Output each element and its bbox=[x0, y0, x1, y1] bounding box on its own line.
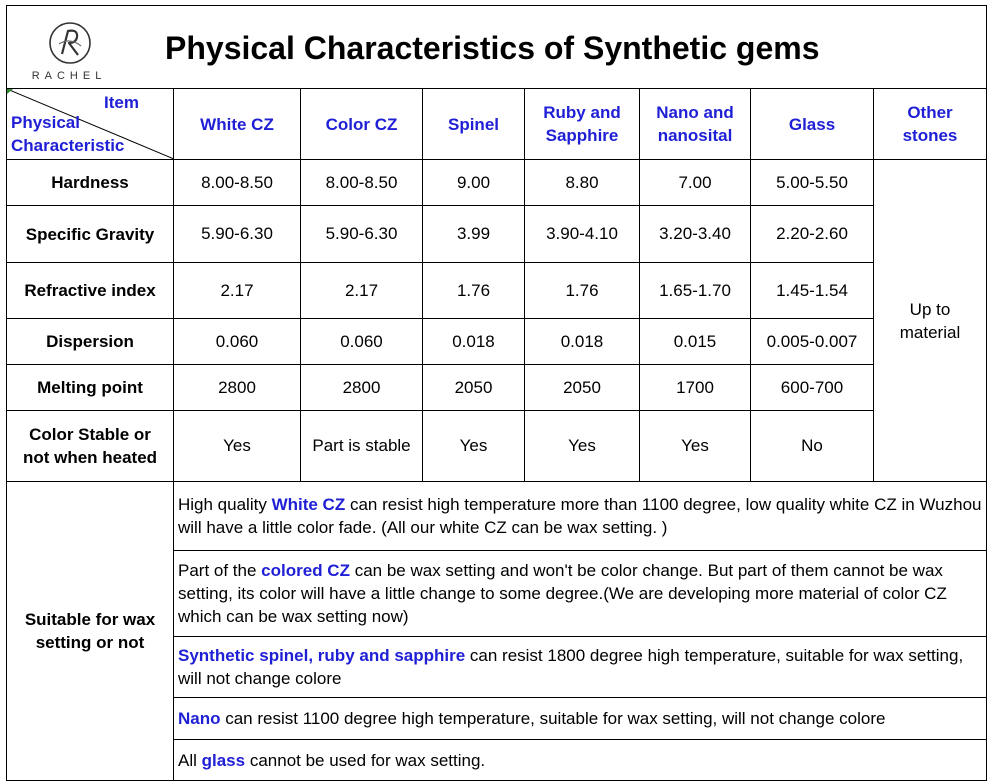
other-stones-line1: Up to bbox=[909, 299, 951, 319]
other-stones-cell bbox=[874, 160, 987, 482]
table-cell: Yes bbox=[525, 411, 640, 482]
row-label-line1: Color Stable or bbox=[29, 425, 151, 444]
wax-label-line1: Suitable for wax bbox=[24, 610, 156, 629]
gem-characteristics-sheet bbox=[6, 5, 986, 779]
physical-header-line1: Physical bbox=[11, 113, 80, 132]
note-text: cannot be used for wax setting. bbox=[245, 750, 486, 770]
column-header-nano bbox=[640, 89, 751, 160]
column-header-other-stones bbox=[874, 89, 987, 160]
row-label-line2: not when heated bbox=[22, 448, 158, 467]
column-header-spinel bbox=[423, 89, 525, 160]
table-cell: Yes bbox=[640, 411, 751, 482]
note-highlight: glass bbox=[201, 750, 246, 770]
table-cell: 600-700 bbox=[751, 365, 874, 411]
table-row bbox=[7, 365, 987, 411]
table-cell: 3.20-3.40 bbox=[640, 206, 751, 263]
table-cell: 0.015 bbox=[640, 319, 751, 365]
wax-note-white-cz bbox=[174, 482, 987, 551]
column-header-label: Other bbox=[907, 103, 953, 122]
column-header-label: White CZ bbox=[200, 114, 274, 134]
table-row bbox=[7, 263, 987, 319]
note-text: can resist high temperature more than 1100 degree, low quality white CZ in Wuzhou will have a little color fade. (All our white CZ can be wax setting. ) bbox=[178, 495, 982, 537]
page-title: Physical Characteristics of Synthetic gems bbox=[165, 30, 820, 66]
table-cell: 1.65-1.70 bbox=[640, 263, 751, 319]
table-cell: 2800 bbox=[174, 365, 301, 411]
table-cell: Yes bbox=[174, 411, 301, 482]
characteristics-table bbox=[6, 5, 987, 781]
table-cell: 7.00 bbox=[640, 160, 751, 206]
note-text: High quality bbox=[178, 495, 272, 514]
wax-setting-label bbox=[7, 482, 174, 781]
column-header-label: Ruby and bbox=[543, 103, 621, 122]
wax-note-glass bbox=[174, 740, 987, 781]
column-header-label-2: nanosital bbox=[657, 126, 733, 145]
column-header-label: Spinel bbox=[447, 114, 499, 134]
table-cell: 2.17 bbox=[174, 263, 301, 319]
table-cell: 8.00-8.50 bbox=[174, 160, 301, 206]
table-cell: 2050 bbox=[525, 365, 640, 411]
note-highlight: Synthetic spinel, ruby and sapphire bbox=[178, 646, 466, 665]
table-cell: Yes bbox=[423, 411, 525, 482]
table-cell: 2050 bbox=[423, 365, 525, 411]
title-row bbox=[7, 6, 987, 89]
row-label-hardness: Hardness bbox=[7, 160, 174, 206]
row-label-melting-point: Melting point bbox=[7, 365, 174, 411]
note-highlight: White CZ bbox=[271, 495, 346, 514]
table-cell: 1.76 bbox=[525, 263, 640, 319]
column-header-ruby-sapphire bbox=[525, 89, 640, 160]
other-stones-line2: material bbox=[899, 322, 961, 342]
table-cell: 5.00-5.50 bbox=[751, 160, 874, 206]
column-header-label: Color CZ bbox=[325, 114, 398, 134]
table-cell: 8.80 bbox=[525, 160, 640, 206]
column-header-glass bbox=[751, 89, 874, 160]
wax-note-spinel-ruby-sapphire bbox=[174, 637, 987, 698]
table-cell: 2800 bbox=[301, 365, 423, 411]
note-highlight: colored CZ bbox=[261, 561, 350, 580]
logo-text: RACHEL bbox=[31, 70, 107, 82]
header-corner-cell bbox=[7, 89, 174, 160]
item-header: Item bbox=[104, 93, 139, 112]
note-text: can resist 1100 degree high temperature, suitable for wax setting, will not change colore bbox=[220, 709, 886, 728]
table-row bbox=[7, 206, 987, 263]
table-cell: 5.90-6.30 bbox=[174, 206, 301, 263]
rachel-monogram-icon bbox=[47, 20, 93, 66]
note-text: All bbox=[178, 750, 202, 770]
table-cell: 2.20-2.60 bbox=[751, 206, 874, 263]
table-cell: 0.060 bbox=[174, 319, 301, 365]
column-header-label: Nano and bbox=[656, 103, 734, 122]
table-cell: 1.76 bbox=[423, 263, 525, 319]
table-cell: 9.00 bbox=[423, 160, 525, 206]
table-cell: 2.17 bbox=[301, 263, 423, 319]
column-header-white-cz bbox=[174, 89, 301, 160]
table-cell: 0.060 bbox=[301, 319, 423, 365]
physical-characteristic-header bbox=[11, 111, 124, 157]
table-cell: 3.90-4.10 bbox=[525, 206, 640, 263]
column-header-color-cz bbox=[301, 89, 423, 160]
wax-note-colored-cz bbox=[174, 551, 987, 637]
row-label-specific-gravity: Specific Gravity bbox=[7, 206, 174, 263]
table-row bbox=[7, 319, 987, 365]
column-header-label-2: stones bbox=[902, 126, 958, 145]
table-cell: 1700 bbox=[640, 365, 751, 411]
physical-header-line2: Characteristic bbox=[11, 136, 125, 155]
table-cell: 5.90-6.30 bbox=[301, 206, 423, 263]
rachel-logo bbox=[19, 16, 119, 82]
column-header-label-2: Sapphire bbox=[545, 126, 619, 145]
wax-label-line2: setting or not bbox=[35, 633, 145, 652]
note-text: can resist 1800 degree high temperature, suitable for wax setting, will not change colore bbox=[178, 646, 964, 688]
table-cell: 3.99 bbox=[423, 206, 525, 263]
table-cell: Part is stable bbox=[301, 411, 423, 482]
table-cell: 0.018 bbox=[525, 319, 640, 365]
table-cell: 0.018 bbox=[423, 319, 525, 365]
row-label-color-stable bbox=[7, 411, 174, 482]
table-cell: 1.45-1.54 bbox=[751, 263, 874, 319]
wax-note-nano bbox=[174, 698, 987, 740]
note-highlight: Nano bbox=[178, 709, 221, 728]
row-label-dispersion: Dispersion bbox=[7, 319, 174, 365]
note-text: Part of the bbox=[178, 561, 262, 580]
table-row bbox=[7, 160, 987, 206]
note-text: can be wax setting and won't be color change. But part of them cannot be wax setting, its color will have a little change to some degree.(We are developing more material of color CZ which can be wax setting now) bbox=[178, 561, 947, 626]
row-label-refractive-index: Refractive index bbox=[7, 263, 174, 319]
table-cell: No bbox=[751, 411, 874, 482]
table-cell: 8.00-8.50 bbox=[301, 160, 423, 206]
column-header-label: Glass bbox=[788, 114, 836, 134]
table-row bbox=[7, 411, 987, 482]
table-cell: 0.005-0.007 bbox=[751, 319, 874, 365]
